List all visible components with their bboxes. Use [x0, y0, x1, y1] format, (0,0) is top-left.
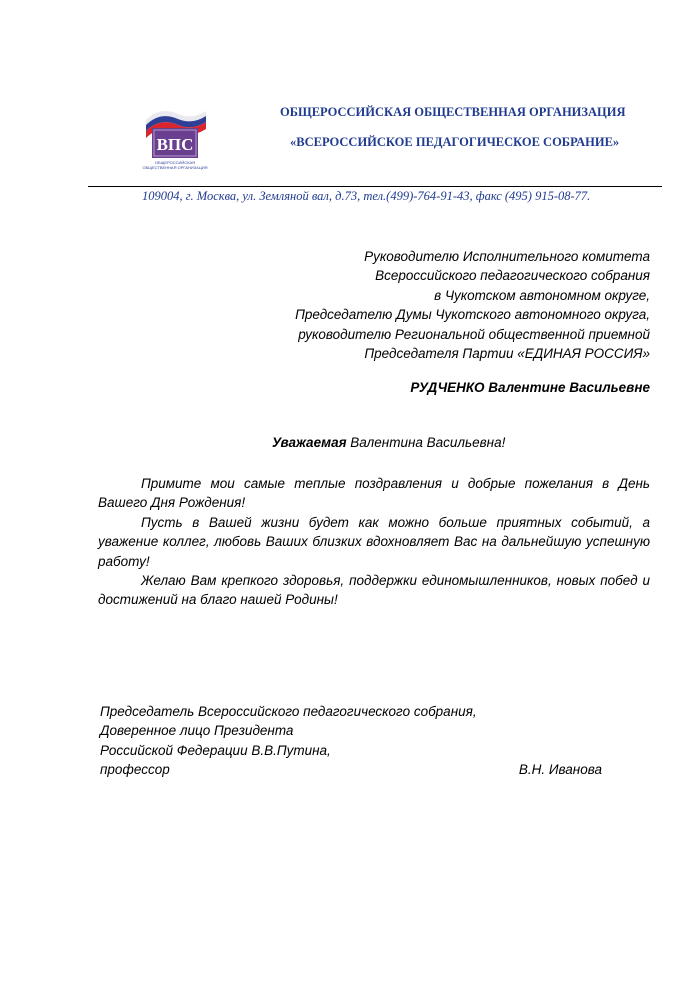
body-paragraph: Желаю Вам крепкого здоровья, поддержки единомышленников, новых побед и достижений на благо нашей Родины! [98, 573, 650, 608]
signature-line2: Доверенное лицо Президента [100, 723, 294, 739]
letter-body [98, 474, 650, 610]
header-divider [88, 186, 662, 187]
logo-letters: ВПС [156, 135, 194, 154]
salutation [272, 435, 505, 450]
organization-name-line1: ОБЩЕРОССИЙСКАЯ ОБЩЕСТВЕННАЯ ОРГАНИЗАЦИЯ [280, 105, 626, 119]
body-paragraph: Примите мои самые теплые поздравления и добрые пожелания в День Вашего Дня Рождения! [98, 476, 650, 511]
recipient-line: Всероссийского педагогического собрания [375, 268, 650, 284]
recipient-line: руководителю Региональной общественной приемной [298, 326, 650, 342]
organization-logo [140, 103, 212, 175]
recipient-line: в Чукотском автономном округе, [434, 287, 650, 303]
recipient-line: Председателю Думы Чукотского автономного округа, [295, 307, 650, 323]
salutation-rest: Валентина Васильевна! [346, 435, 506, 450]
logo-caption-line2: ОБЩЕСТВЕННАЯ ОРГАНИЗАЦИЯ [142, 165, 208, 170]
signature-line3: Российской Федерации В.В.Путина, [100, 742, 331, 758]
signature-line1: Председатель Всероссийского педагогического собрания, [100, 704, 477, 719]
signature-block [100, 702, 602, 780]
recipient-block [230, 247, 650, 363]
signature-last-line [100, 760, 602, 779]
salutation-bold: Уважаемая [272, 435, 347, 450]
organization-address: 109004, г. Москва, ул. Земляной вал, д.73, тел.(499)-764-91-43, факс (495) 915-08-77. [142, 189, 591, 203]
organization-name-line2: «ВСЕРОССИЙСКОЕ ПЕДАГОГИЧЕСКОЕ СОБРАНИЕ» [290, 135, 620, 149]
body-paragraph: Пусть в Вашей жизни будет как можно больше приятных событий, а уважение коллег, любовь Ваших близких вдохновляет Вас на дальнейшую успешную работу! [98, 514, 650, 569]
signature-title: профессор [100, 762, 170, 778]
recipient-line: Председателя Партии «ЕДИНАЯ РОССИЯ» [364, 346, 650, 362]
signature-name: В.Н. Иванова [518, 762, 602, 778]
recipient-name: РУДЧЕНКО Валентине Васильевне [410, 380, 650, 395]
logo-caption-line1: ОБЩЕРОССИЙСКАЯ [154, 160, 196, 165]
recipient-line: Руководителю Исполнительного комитета [364, 249, 650, 264]
